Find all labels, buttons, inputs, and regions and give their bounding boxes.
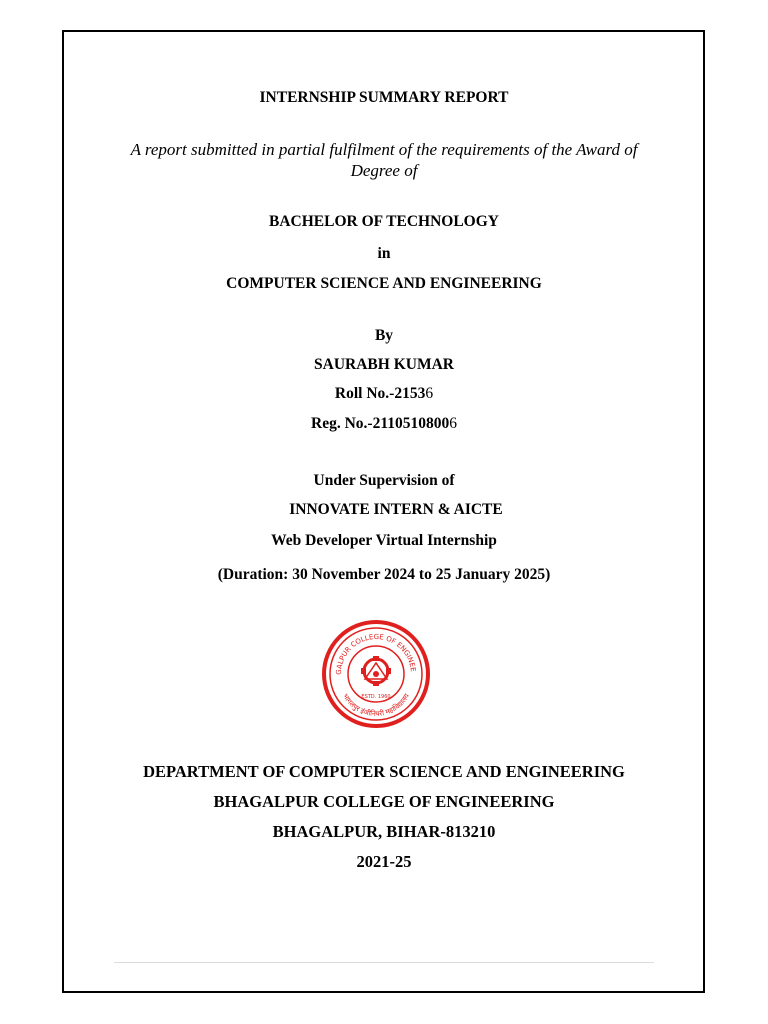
department-name: DEPARTMENT OF COMPUTER SCIENCE AND ENGINEERING [143,762,625,781]
report-title: INTERNSHIP SUMMARY REPORT [259,89,509,106]
internship-duration: (Duration: 30 November 2024 to 25 January 2025) [217,566,551,583]
student-name: SAURABH KUMAR [314,356,454,373]
college-seal-icon [321,619,431,729]
academic-session: 2021-25 [356,852,412,871]
footer-divider [114,962,654,963]
by-word: By [374,327,394,344]
supervisor-org: INNOVATE INTERN & AICTE [289,501,503,518]
registration-number: Reg. No.-21105108006 [311,415,457,432]
seal-estd-text: ESTD. 1960 [361,694,391,700]
supervision-label: Under Supervision of [313,472,455,489]
seal-bottom-text: भागलपुर इंजीनियरी महाविद्यालय [340,692,411,719]
roll-number: Roll No.-21536 [334,385,434,402]
college-address: BHAGALPUR, BIHAR-813210 [272,822,496,841]
internship-program: Web Developer Virtual Internship [271,532,497,549]
report-subtitle-line1: A report submitted in partial fulfilment of the requirements of the Award of [130,140,638,159]
degree-name: BACHELOR OF TECHNOLOGY [269,213,499,230]
branch-name: COMPUTER SCIENCE AND ENGINEERING [226,275,542,292]
college-name: BHAGALPUR COLLEGE OF ENGINEERING [213,792,555,811]
seal-ring-text: GALPUR COLLEGE OF ENGINEE [334,632,417,675]
report-subtitle-line2: Degree of [350,161,418,180]
in-word: in [377,245,391,262]
